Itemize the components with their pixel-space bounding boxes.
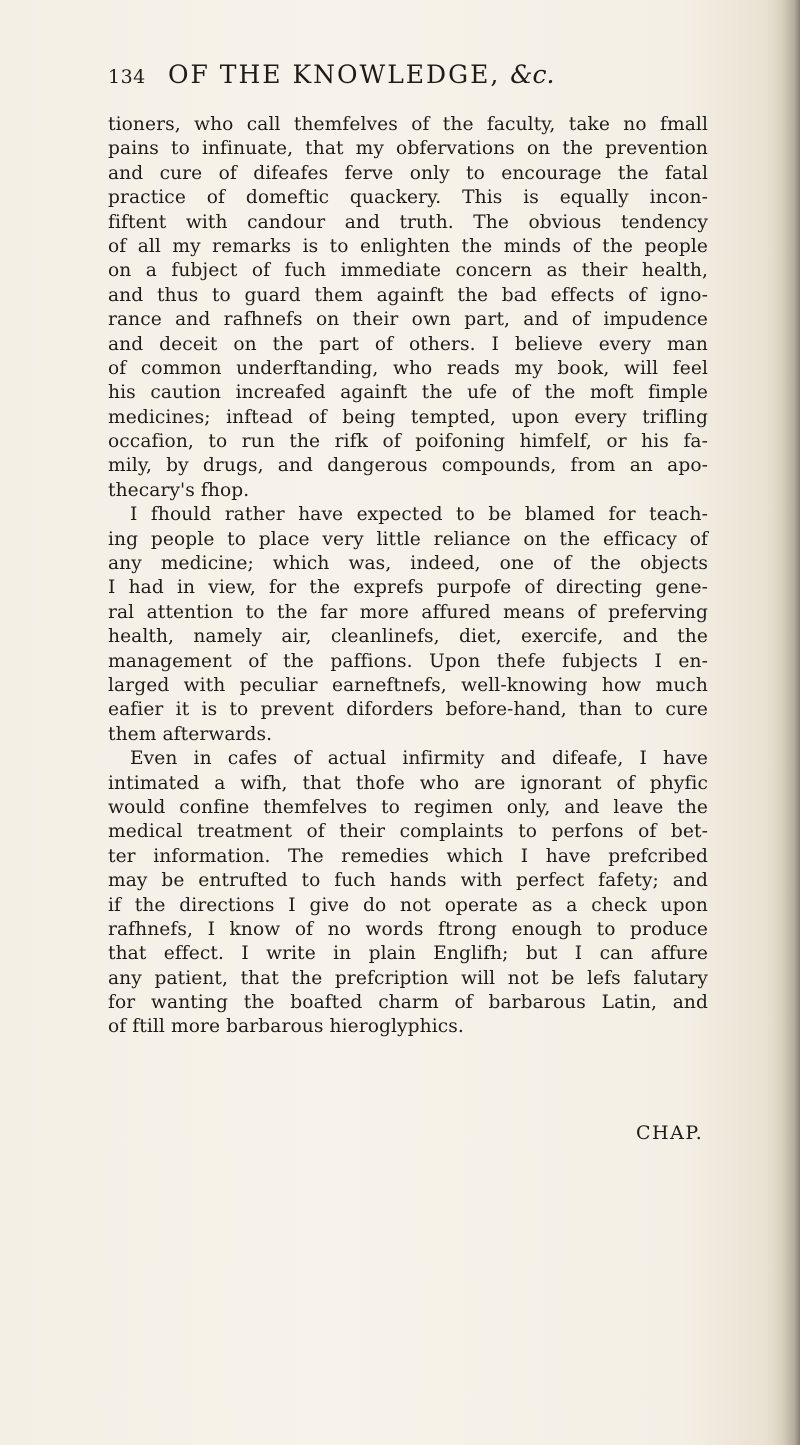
text-line: any medicine; which was, indeed, one of the objects [108, 553, 708, 575]
running-head [168, 60, 554, 89]
text-line: for wanting the boafted charm of barbarous Latin, and [108, 992, 708, 1014]
text-line: of common underftanding, who reads my book, will feel [108, 357, 708, 379]
text-line: practice of domeftic quackery. This is equally incon- [108, 187, 708, 209]
text-line: I had in view, for the exprefs purpofe of directing gene- [108, 577, 708, 599]
text-line: if the directions I give do not operate as a check upon [108, 894, 708, 916]
text-line: of all my remarks is to enlighten the minds of the people [108, 235, 708, 257]
text-line: mily, by drugs, and dangerous compounds, from an apo- [108, 455, 708, 477]
text-line: eafier it is to prevent diforders before-hand, than to cure [108, 699, 708, 721]
text-line: larged with peculiar earneftnefs, well-knowing how much [108, 674, 708, 696]
text-line: intimated a wifh, that thofe who are ignorant of phyfic [108, 772, 708, 794]
text-line: Even in cafes of actual infirmity and difeafe, I have [130, 748, 708, 770]
text-line: that effect. I write in plain Englifh; but I can affure [108, 943, 708, 965]
text-line: ral attention to the far more affured means of preferving [108, 601, 708, 623]
text-line: and deceit on the part of others. I believe every man [108, 333, 708, 355]
text-line: rafhnefs, I know of no words ftrong enough to produce [108, 918, 708, 940]
catchword: CHAP. [636, 1122, 704, 1144]
text-line: pains to infinuate, that my obfervations on the prevention [108, 138, 708, 160]
text-line: would confine themfelves to regimen only, and leave the [108, 796, 708, 818]
text-line: tioners, who call themfelves of the faculty, take no fmall [108, 114, 708, 135]
body-text [108, 113, 708, 1040]
running-head-title: OF THE KNOWLEDGE, [168, 60, 501, 89]
text-line: of ftill more barbarous hieroglyphics. [108, 1016, 464, 1038]
text-line: and cure of difeafes ferve only to encourage the fatal [108, 162, 708, 184]
text-line: medicines; inftead of being tempted, upon every trifling [108, 406, 708, 428]
text-line: occafion, to run the rifk of poifoning himfelf, or his fa- [108, 431, 708, 453]
text-line: may be entrufted to fuch hands with perfect fafety; and [108, 870, 708, 892]
text-line: medical treatment of their complaints to perfons of bet- [108, 821, 708, 843]
text-line: ter information. The remedies which I have prefcribed [108, 845, 708, 867]
text-line: thecary's fhop. [108, 479, 250, 501]
text-line: ing people to place very little reliance on the efficacy of [108, 528, 708, 550]
page-header [108, 60, 708, 94]
text-line: them afterwards. [108, 723, 273, 745]
text-line: his caution increafed againft the ufe of the moft fimple [108, 382, 708, 404]
running-head-etc: &c. [510, 60, 555, 89]
text-line: health, namely air, cleanlinefs, diet, exercife, and the [108, 626, 708, 648]
text-line: rance and rafhnefs on their own part, and of impudence [108, 309, 708, 331]
text-line: management of the paffions. Upon thefe fubjects I en- [108, 650, 708, 672]
page-number: 134 [108, 66, 146, 88]
text-line: and thus to guard them againft the bad effects of igno- [108, 284, 708, 306]
page-edge-shadow [772, 0, 800, 1445]
text-line: any patient, that the prefcription will not be lefs falutary [108, 967, 708, 989]
text-line: I fhould rather have expected to be blamed for teach- [130, 504, 708, 526]
text-line: fiftent with candour and truth. The obvious tendency [108, 211, 708, 233]
text-line: on a fubject of fuch immediate concern as their health, [108, 260, 708, 282]
